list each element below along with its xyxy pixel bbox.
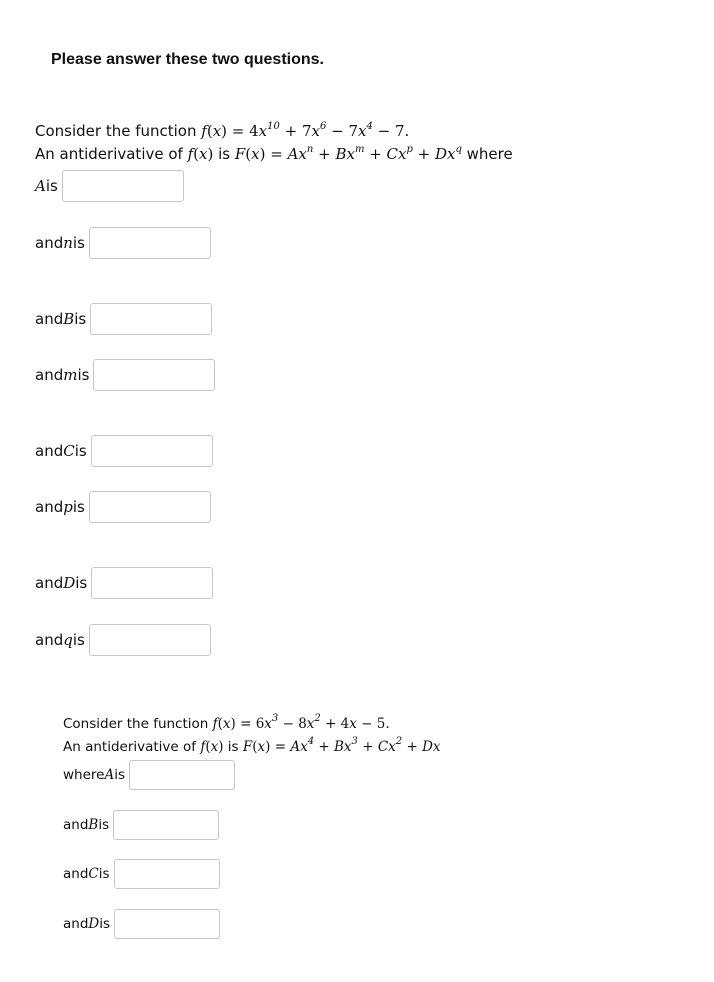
q1-field-B-suffix: is [74, 310, 87, 328]
q2-C-input[interactable] [114, 859, 220, 889]
q2-field-D-prefix: and [63, 916, 89, 932]
q1-field-C-suffix: is [74, 442, 87, 460]
q2-antideriv-line [63, 736, 441, 755]
q2-field-B-suffix: is [98, 817, 110, 833]
q2-field-B [63, 810, 219, 840]
q1-field-B [35, 303, 212, 335]
q2-antideriv-expr: $F(x) = Ax^4 + Bx^3 + Cx^2 + Dx$ [242, 736, 441, 755]
q1-field-q-prefix: and [35, 631, 64, 649]
q2-field-C [63, 859, 220, 889]
q1-D-input[interactable] [91, 567, 213, 599]
q1-field-C-var: C [63, 442, 75, 460]
q1-field-p [35, 491, 211, 523]
q2-antideriv-text: An antiderivative of [63, 739, 201, 755]
q2-field-A-var: A [104, 767, 115, 783]
q1-antideriv-where: where [461, 145, 513, 163]
q1-field-D-var: D [63, 574, 76, 592]
q1-field-p-suffix: is [72, 498, 85, 516]
q2-field-A-suffix: is [114, 767, 126, 783]
q1-field-C [35, 435, 213, 467]
q1-B-input[interactable] [90, 303, 212, 335]
q1-intro-text: Consider the function [35, 122, 202, 140]
q2-field-C-suffix: is [98, 866, 110, 882]
q1-field-n-var: n [63, 234, 73, 252]
q2-field-A [63, 760, 235, 790]
q1-C-input[interactable] [91, 435, 213, 467]
q1-field-B-prefix: and [35, 310, 64, 328]
q2-antideriv-is: is [223, 739, 243, 755]
q1-A-input[interactable] [62, 170, 184, 202]
q1-field-m-var: m [63, 366, 78, 384]
q1-field-q [35, 624, 211, 656]
q2-field-C-prefix: and [63, 866, 89, 882]
q1-field-q-var: q [63, 631, 73, 649]
q2-D-input[interactable] [114, 909, 220, 939]
q1-field-B-var: B [63, 310, 75, 328]
q1-field-C-prefix: and [35, 442, 64, 460]
q1-field-p-var: p [63, 498, 73, 516]
q2-field-D-suffix: is [99, 916, 111, 932]
q2-field-C-var: C [88, 866, 99, 882]
q1-field-p-prefix: and [35, 498, 64, 516]
q2-field-D-var: D [88, 916, 100, 932]
q2-B-input[interactable] [113, 810, 219, 840]
q1-field-D [35, 567, 213, 599]
q1-field-A-suffix: is [45, 177, 58, 195]
q1-antideriv-expr: $F(x) = Ax^n + Bx^m + Cx^p + Dx^q$ [234, 144, 462, 163]
q2-A-input[interactable] [129, 760, 235, 790]
q1-field-q-suffix: is [72, 631, 85, 649]
q1-antideriv-line [35, 145, 513, 163]
q1-field-D-suffix: is [75, 574, 88, 592]
q1-field-n-suffix: is [72, 234, 85, 252]
q1-field-D-prefix: and [35, 574, 64, 592]
q2-field-A-prefix: where [63, 767, 105, 783]
q1-function-expr: $f(x) = 4x^{10} + 7x^6 - 7x^4 - 7$. [201, 121, 410, 140]
q1-p-input[interactable] [89, 491, 211, 523]
q2-field-B-prefix: and [63, 817, 89, 833]
q2-intro-text: Consider the function [63, 716, 213, 732]
q2-field-B-var: B [88, 817, 99, 833]
q1-field-m-suffix: is [77, 366, 90, 384]
q1-field-A [35, 170, 184, 202]
q2-function-expr: $f(x) = 6x^3 - 8x^2 + 4x - 5$. [212, 713, 390, 732]
q1-intro-line [35, 122, 409, 140]
q1-fx: f(x) [187, 145, 214, 163]
q1-field-m [35, 359, 215, 391]
page-heading: Please answer these two questions. [51, 51, 324, 68]
q1-field-n [35, 227, 211, 259]
q2-field-D [63, 909, 220, 939]
q1-q-input[interactable] [89, 624, 211, 656]
q1-field-m-prefix: and [35, 366, 64, 384]
q2-fx: f(x) [200, 739, 224, 755]
q1-field-A-var: A [35, 177, 46, 195]
q1-n-input[interactable] [89, 227, 211, 259]
q1-m-input[interactable] [93, 359, 215, 391]
q1-antideriv-is: is [213, 145, 235, 163]
q1-antideriv-text: An antiderivative of [35, 145, 188, 163]
q1-field-n-prefix: and [35, 234, 64, 252]
q2-intro-line [63, 713, 390, 732]
